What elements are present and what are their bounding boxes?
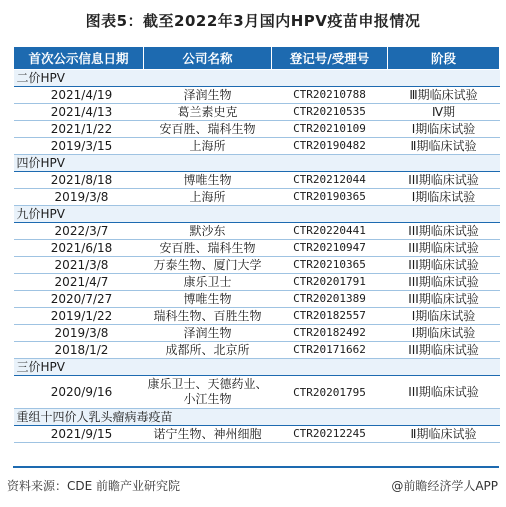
cell-stage: I期临床试验 (388, 325, 500, 342)
table-row (14, 291, 500, 308)
page-title: 图表5：截至2022年3月国内HPV疫苗申报情况 (85, 12, 421, 30)
cell-date: 2020/7/27 (14, 291, 144, 308)
table-row (14, 325, 500, 342)
cell-stage: III期临床试验 (388, 257, 500, 274)
cell-company: 博唯生物 (144, 172, 272, 189)
cell-registration: CTR20201791 (272, 274, 388, 291)
cell-date: 2022/3/7 (14, 223, 144, 240)
cell-date: 2020/9/16 (14, 376, 144, 409)
cell-registration: CTR20201389 (272, 291, 388, 308)
cell-date: 2021/4/7 (14, 274, 144, 291)
table-body (14, 70, 500, 443)
cell-date: 2021/3/8 (14, 257, 144, 274)
cell-date: 2021/1/22 (14, 121, 144, 138)
cell-stage: Ⅰ期临床试验 (388, 121, 500, 138)
group-row (14, 70, 500, 87)
cell-date: 2021/4/13 (14, 104, 144, 121)
cell-company: 安百胜、瑞科生物 (144, 240, 272, 257)
group-label: 重组十四价人乳头瘤病毒疫苗 (14, 409, 500, 426)
group-row (14, 409, 500, 426)
cell-registration: CTR20212245 (272, 426, 388, 443)
table-row (14, 274, 500, 291)
cell-date: 2019/3/8 (14, 189, 144, 206)
cell-registration: CTR20220441 (272, 223, 388, 240)
hpv-vaccine-table-container (13, 46, 499, 443)
cell-company: 默沙东 (144, 223, 272, 240)
cell-registration: CTR20182492 (272, 325, 388, 342)
cell-company: 泽润生物 (144, 87, 272, 104)
cell-company: 康乐卫士 (144, 274, 272, 291)
cell-stage: III期临床试验 (388, 274, 500, 291)
header-date: 首次公示信息日期 (14, 47, 144, 70)
header-stage: 阶段 (388, 47, 500, 70)
cell-company: 上海所 (144, 138, 272, 155)
cell-stage: III期临床试验 (388, 291, 500, 308)
source-note: 资料来源：CDE 前瞻产业研究院 (7, 479, 181, 493)
cell-date: 2018/1/2 (14, 342, 144, 359)
cell-date: 2021/9/15 (14, 426, 144, 443)
cell-stage: Ⅲ期临床试验 (388, 87, 500, 104)
cell-stage: Ⅳ期 (388, 104, 500, 121)
table-row (14, 104, 500, 121)
group-row (14, 155, 500, 172)
cell-registration: CTR20210109 (272, 121, 388, 138)
cell-registration: CTR20190365 (272, 189, 388, 206)
cell-stage: I期临床试验 (388, 308, 500, 325)
cell-registration: CTR20171662 (272, 342, 388, 359)
table-row (14, 87, 500, 104)
cell-company: 上海所 (144, 189, 272, 206)
cell-registration: CTR20210365 (272, 257, 388, 274)
brand-credit: @前瞻经济学人APP (391, 479, 498, 493)
table-row (14, 138, 500, 155)
table-row (14, 426, 500, 443)
cell-stage: III期临床试验 (388, 223, 500, 240)
cell-company: 博唯生物 (144, 291, 272, 308)
group-row (14, 359, 500, 376)
cell-stage: Ⅱ期临床试验 (388, 426, 500, 443)
table-row (14, 342, 500, 359)
cell-date: 2019/1/22 (14, 308, 144, 325)
cell-company: 诺宁生物、神州细胞 (144, 426, 272, 443)
cell-stage: III期临床试验 (388, 376, 500, 409)
table-row (14, 121, 500, 138)
group-label: 二价HPV (14, 70, 500, 87)
cell-date: 2019/3/8 (14, 325, 144, 342)
cell-stage: III期临床试验 (388, 240, 500, 257)
hpv-vaccine-table (13, 46, 500, 443)
cell-stage: I期临床试验 (388, 189, 500, 206)
cell-company: 泽润生物 (144, 325, 272, 342)
table-row (14, 257, 500, 274)
cell-registration: CTR20210788 (272, 87, 388, 104)
cell-company: 万泰生物、厦门大学 (144, 257, 272, 274)
table-row (14, 223, 500, 240)
cell-stage: III期临床试验 (388, 342, 500, 359)
cell-date: 2021/4/19 (14, 87, 144, 104)
cell-registration: CTR20210947 (272, 240, 388, 257)
cell-registration: CTR20201795 (272, 376, 388, 409)
table-row (14, 172, 500, 189)
header-registration: 登记号/受理号 (272, 47, 388, 70)
cell-registration: CTR20190482 (272, 138, 388, 155)
group-label: 四价HPV (14, 155, 500, 172)
cell-company: 成都所、北京所 (144, 342, 272, 359)
cell-company: 康乐卫士、天德药业、小江生物 (144, 376, 272, 409)
group-label: 三价HPV (14, 359, 500, 376)
cell-registration: CTR20212044 (272, 172, 388, 189)
table-header-row (14, 47, 500, 70)
cell-date: 2019/3/15 (14, 138, 144, 155)
cell-company: 瑞科生物、百胜生物 (144, 308, 272, 325)
header-company: 公司名称 (144, 47, 272, 70)
group-row (14, 206, 500, 223)
table-row (14, 240, 500, 257)
bottom-rule (13, 466, 499, 468)
table-row (14, 376, 500, 409)
group-label: 九价HPV (14, 206, 500, 223)
cell-stage: III期临床试验 (388, 172, 500, 189)
cell-company: 葛兰素史克 (144, 104, 272, 121)
cell-company: 安百胜、瑞科生物 (144, 121, 272, 138)
cell-registration: CTR20210535 (272, 104, 388, 121)
cell-stage: Ⅱ期临床试验 (388, 138, 500, 155)
table-row (14, 189, 500, 206)
table-row (14, 308, 500, 325)
cell-registration: CTR20182557 (272, 308, 388, 325)
cell-date: 2021/8/18 (14, 172, 144, 189)
cell-date: 2021/6/18 (14, 240, 144, 257)
